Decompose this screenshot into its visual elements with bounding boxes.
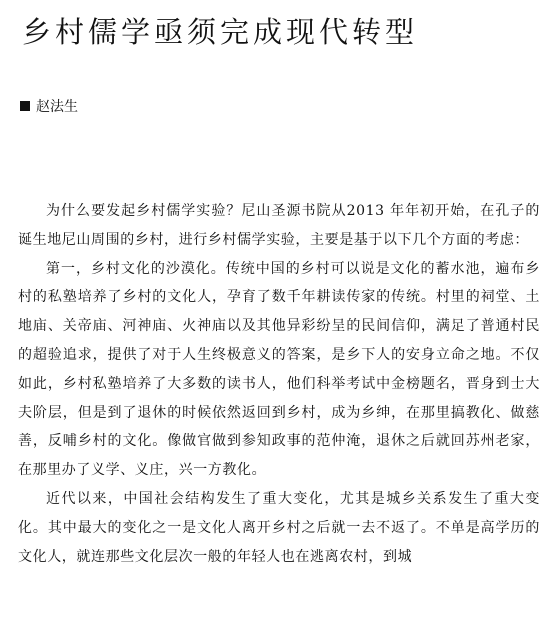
author-byline [20, 96, 78, 116]
author-name: 赵法生 [36, 99, 78, 115]
square-bullet-icon [20, 101, 30, 111]
paragraph-intro: 为什么要发起乡村儒学实验？尼山圣源书院从2013 年年初开始，在孔子的诞生地尼山周围的乡村，进行乡村儒学实验，主要是基于以下几个方面的考虑： [18, 203, 540, 248]
article-title: 乡村儒学亟须完成现代转型 [22, 15, 419, 49]
paragraph-first-point: 第一，乡村文化的沙漠化。传统中国的乡村可以说是文化的蓄水池，遍布乡村的私塾培养了乡村的文化人，孕育了数千年耕读传家的传统。村里的祠堂、土地庙、关帝庙、河神庙、火神庙以及其他异彩纷呈的民间信仰，满足了普通村民的超验追求，提供了对于人生终极意义的答案，是乡下人的安身立命之地。不仅如此，乡村私塾培养了大多数的读书人，他们科举考试中金榜题名，晋身到士大夫阶层，但是到了退休的时候依然返回到乡村，成为乡绅，在那里搞教化、做慈善，反哺乡村的文化。像做官做到参知政事的范仲淹，退休之后就回苏州老家，在那里办了义学、义庄，兴一方教化。 [18, 260, 540, 479]
article-body [18, 197, 540, 571]
paragraph-modern-change: 近代以来，中国社会结构发生了重大变化，尤其是城乡关系发生了重大变化。其中最大的变化之一是文化人离开乡村之后就一去不返了。不单是高学历的文化人，就连那些文化层次一般的年轻人也在逃离农村，到城 [18, 490, 540, 565]
